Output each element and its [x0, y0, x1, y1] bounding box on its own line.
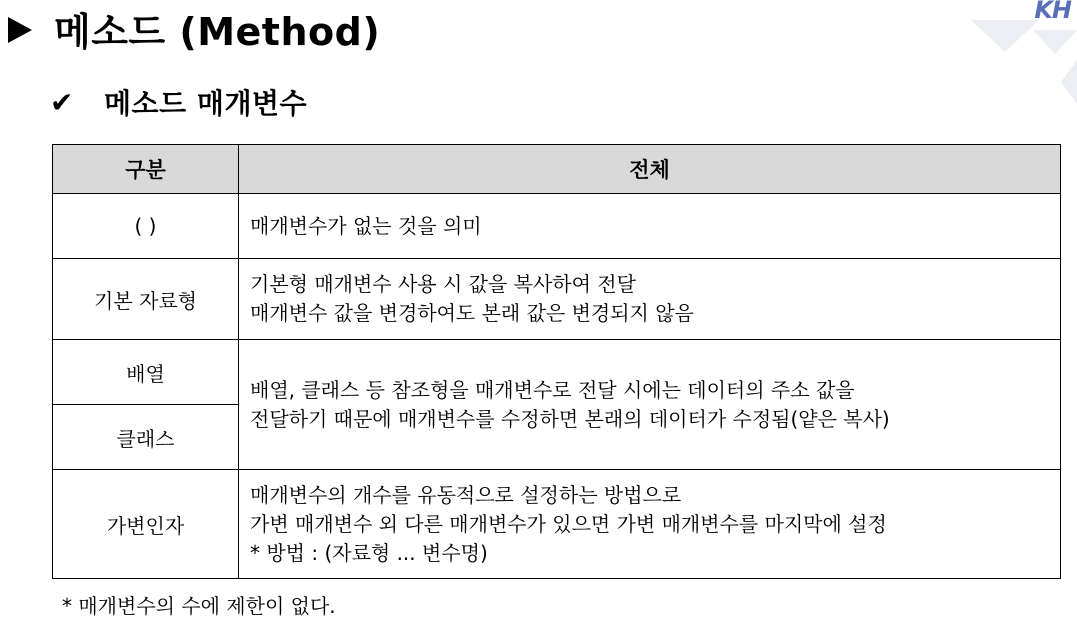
row-line: 가변 매개변수 외 다른 매개변수가 있으면 가변 매개변수를 마지막에 설정	[250, 511, 887, 536]
slide-title-row	[8, 2, 380, 54]
header-category: 구분	[53, 145, 239, 194]
row-key: 가변인자	[53, 470, 239, 579]
kh-logo: KH	[1034, 0, 1071, 24]
table-header-row	[53, 145, 1061, 194]
table-row	[53, 470, 1061, 579]
row-line: * 방법 : (자료형 ... 변수명)	[250, 540, 488, 565]
table-row	[53, 194, 1061, 259]
parameter-table	[52, 144, 1061, 579]
row-line: 배열, 클래스 등 참조형을 매개변수로 전달 시에는 데이터의 주소 값을	[250, 377, 855, 402]
decorative-triangle	[1061, 60, 1077, 104]
row-line: 전달하기 때문에 매개변수를 수정하면 본래의 데이터가 수정됨(얕은 복사)	[250, 406, 890, 431]
decorative-triangle	[1033, 30, 1077, 54]
row-value	[239, 470, 1061, 579]
row-line: 매개변수의 개수를 유동적으로 설정하는 방법으로	[250, 482, 682, 507]
row-value	[239, 259, 1061, 340]
row-value	[239, 194, 1061, 259]
row-line: 매개변수가 없는 것을 의미	[250, 213, 482, 238]
footnote: * 매개변수의 수에 제한이 없다.	[62, 594, 336, 618]
checkmark-icon: ✔	[50, 85, 74, 119]
header-description: 전체	[239, 145, 1061, 194]
row-line: 기본형 매개변수 사용 시 값을 복사하여 전달	[250, 272, 636, 296]
row-key: 클래스	[53, 405, 239, 470]
row-line: 매개변수 값을 변경하여도 본래 값은 변경되지 않음	[250, 301, 694, 325]
decorative-triangle	[971, 20, 1039, 52]
table-row	[53, 340, 1061, 405]
row-key: ( )	[53, 194, 239, 259]
triangle-right-icon	[8, 17, 32, 43]
section-title: 메소드 매개변수	[104, 87, 308, 120]
section-heading	[50, 80, 307, 124]
row-key: 기본 자료형	[53, 259, 239, 340]
logo-area	[967, 0, 1077, 90]
row-value	[239, 340, 1061, 470]
row-key: 배열	[53, 340, 239, 405]
table-row	[53, 259, 1061, 340]
slide-title: 메소드 (Method)	[54, 9, 381, 54]
